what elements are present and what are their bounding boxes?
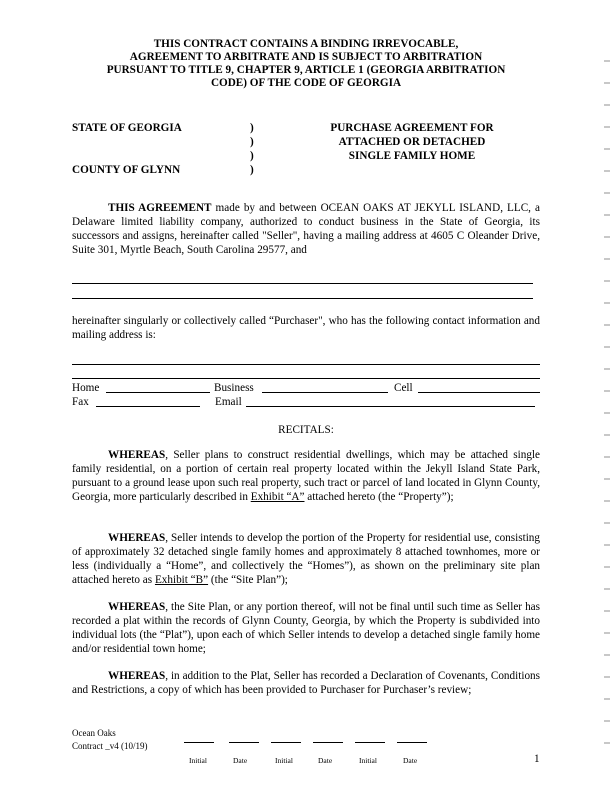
email-label: Email <box>215 396 242 408</box>
exhibit-b-link[interactable]: Exhibit “B” <box>154 574 209 586</box>
intro-text: made by and between OCEAN OAKS AT JEKYLL ISLAND, LLC, a Delaware limited liability company, authorized to conduct business in the State of Georgia, its successors and assigns, hereinafter called "Seller", having a mailing address at 4605 C Oleander Drive, Suite 301, Myrtle Beach, South Carolina 29577, and <box>72 202 540 256</box>
caption-paren: ) <box>250 136 254 148</box>
footer-document-id <box>72 727 148 753</box>
recital-1 <box>72 448 540 504</box>
home-phone-field[interactable] <box>106 392 210 393</box>
caption-paren: ) <box>250 122 254 134</box>
date-field-2[interactable] <box>313 742 343 743</box>
scan-edge-marks <box>604 60 610 760</box>
initial-field-2[interactable] <box>271 742 301 743</box>
whereas-label: WHEREAS <box>108 449 166 461</box>
intro-lead: THIS AGREEMENT <box>108 202 212 214</box>
cell-phone-field[interactable] <box>418 392 540 393</box>
recital-3-text: , the Site Plan, or any portion thereof, will not be final until such time as Seller has recorded a plat within the records of Glynn County, Georgia, by which the Property is subdivided into individual lots (the “Plat”), upon each of which Seller intends to develop a detached single family home and/or residential town home; <box>72 601 540 655</box>
caption-paren: ) <box>250 164 254 176</box>
business-phone-field[interactable] <box>262 392 388 393</box>
cell-label: Cell <box>394 382 413 394</box>
email-field[interactable] <box>246 406 535 407</box>
recital-4 <box>72 669 540 697</box>
date-label: Date <box>403 756 418 765</box>
recitals-heading: RECITALS: <box>278 424 334 436</box>
recital-1-text-end: attached hereto (the “Property”); <box>304 491 454 503</box>
agreement-title-line: ATTACHED OR DETACHED <box>338 136 486 148</box>
fax-label: Fax <box>72 396 89 408</box>
date-field-1[interactable] <box>229 742 259 743</box>
address-line-2[interactable] <box>72 378 540 379</box>
fax-field[interactable] <box>96 406 200 407</box>
purchaser-paragraph: hereinafter singularly or collectively called “Purchaser", who has the following contact information and mailing address is: <box>72 315 540 341</box>
purchaser-name-line[interactable] <box>72 283 533 284</box>
agreement-title <box>312 121 512 163</box>
arbitration-notice-line: THIS CONTRACT CONTAINS A BINDING IRREVOCABLE, <box>153 38 459 50</box>
arbitration-notice-line: CODE) OF THE CODE OF GEORGIA <box>210 77 402 89</box>
footer-project-name: Ocean Oaks <box>72 728 116 738</box>
initial-label: Initial <box>189 756 207 765</box>
recital-2-text-end: (the “Site Plan”); <box>208 574 288 586</box>
whereas-label: WHEREAS <box>108 532 166 544</box>
date-label: Date <box>233 756 248 765</box>
contact-row-phones <box>72 381 540 395</box>
arbitration-notice-line: AGREEMENT TO ARBITRATE AND IS SUBJECT TO ARBITRATION <box>129 51 483 63</box>
state-label: STATE OF GEORGIA <box>72 122 182 134</box>
home-label: Home <box>72 382 100 394</box>
business-label: Business <box>214 382 254 394</box>
exhibit-a-link[interactable]: Exhibit “A” <box>250 491 305 503</box>
whereas-label: WHEREAS <box>108 601 166 613</box>
recital-2 <box>72 531 540 587</box>
intro-paragraph <box>72 201 540 257</box>
county-label: COUNTY OF GLYNN <box>72 164 181 176</box>
initial-label: Initial <box>275 756 293 765</box>
initial-field-1[interactable] <box>184 742 214 743</box>
initial-field-3[interactable] <box>355 742 385 743</box>
address-line[interactable] <box>72 364 540 365</box>
caption-parentheses <box>250 121 254 177</box>
footer-version: Contract _v4 (10/19) <box>72 741 148 751</box>
date-field-3[interactable] <box>397 742 427 743</box>
arbitration-notice-line: PURSUANT TO TITLE 9, CHAPTER 9, ARTICLE 1 (GEORGIA ARBITRATION <box>106 64 506 76</box>
caption-paren: ) <box>250 150 254 162</box>
arbitration-notice <box>72 38 540 90</box>
date-label: Date <box>318 756 333 765</box>
purchaser-name-line-2[interactable] <box>72 298 533 299</box>
page-number: 1 <box>534 753 540 765</box>
recital-4-text: , in addition to the Plat, Seller has recorded a Declaration of Covenants, Conditions and Restrictions, a copy of which has been provided to Purchaser for Purchaser’s review; <box>72 670 540 696</box>
whereas-label: WHEREAS <box>108 670 166 682</box>
agreement-title-line: PURCHASE AGREEMENT FOR <box>330 122 494 134</box>
recital-2-text: , Seller intends to develop the portion of the Property for residential use, consisting of approximately 32 detached single family homes and approximately 8 attached townhomes, more or less (individually a “Home”, and collectively the “Homes”), as shown on the preliminary site plan attached hereto as <box>72 532 540 586</box>
recital-3 <box>72 600 540 656</box>
contact-row-fax-email <box>72 395 540 409</box>
agreement-title-line: SINGLE FAMILY HOME <box>348 150 476 162</box>
initial-label: Initial <box>359 756 377 765</box>
recital-1-text: , Seller plans to construct residential dwellings, which may be attached single family residential, on a portion of certain real property located within the Jekyll Island State Park, pursuant to a ground lease upon such real property, such tract or parcel of land located in Glynn County, Georgia, more particularly described in <box>72 449 540 503</box>
